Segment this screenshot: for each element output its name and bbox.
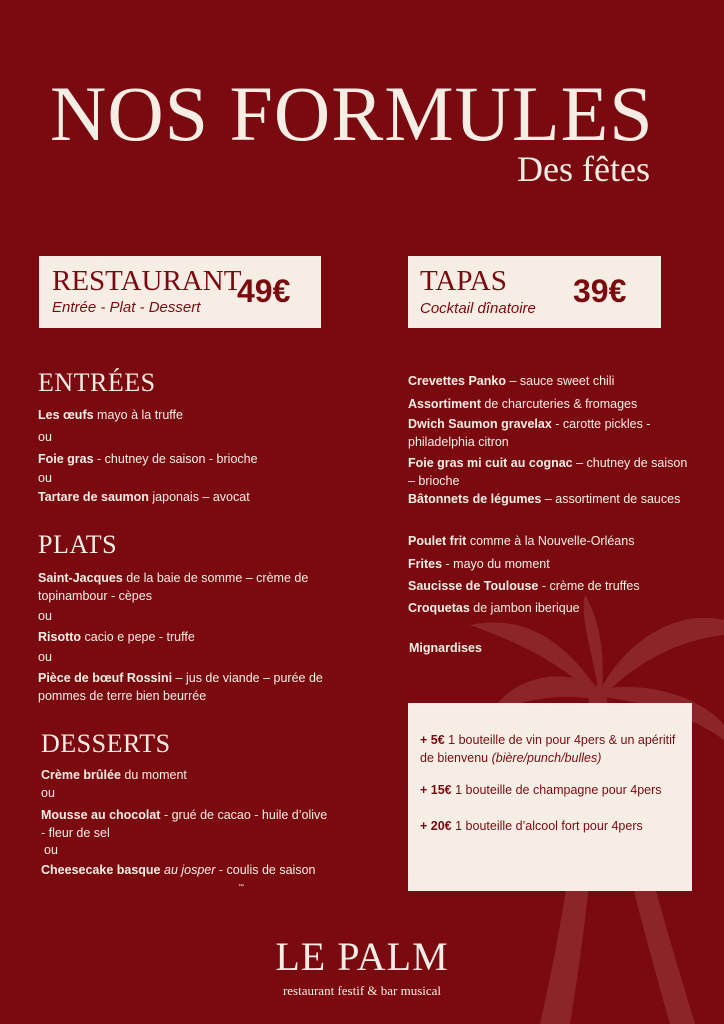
restaurant-price: 49€ — [237, 273, 291, 309]
item-name: Mignardises — [409, 641, 482, 655]
item-name: Tartare de saumon — [38, 490, 149, 504]
or-separator: ou — [41, 786, 55, 800]
item-desc: mayo à la truffe — [93, 408, 183, 422]
menu-item — [41, 766, 341, 784]
menu-item — [41, 861, 351, 879]
tapas-item — [408, 372, 698, 390]
item-desc: du moment — [120, 768, 187, 782]
tapas-item — [408, 415, 698, 451]
item-desc: de jambon iberique — [469, 601, 580, 615]
item-name: Crevettes Panko — [408, 374, 506, 388]
menu-item — [41, 806, 331, 842]
desserts-heading: DESSERTS — [41, 729, 171, 758]
item-desc: – chutney de saison – brioche — [408, 456, 688, 488]
item-desc: - crème de truffes — [538, 579, 640, 593]
extra-option — [420, 731, 686, 767]
item-name: Les œufs — [38, 408, 94, 422]
tapas-item — [409, 639, 699, 657]
item-name: Bâtonnets de légumes — [408, 492, 542, 506]
item-name: Assortiment — [408, 397, 481, 411]
tapas-item — [408, 490, 718, 508]
menu-item — [38, 450, 338, 468]
restaurant-title: RESTAURANT — [52, 265, 242, 297]
page-subtitle: Des fêtes — [517, 149, 650, 189]
restaurant-price-card — [39, 256, 321, 328]
item-desc: - chutney de saison - brioche — [93, 452, 258, 466]
item-name: Foie gras mi cuit au cognac — [408, 456, 573, 470]
tapas-item — [408, 532, 698, 550]
item-name: Saucisse de Toulouse — [408, 579, 539, 593]
extra-text-italic: (bière/punch/bulles) — [491, 751, 602, 765]
tapas-price: 39€ — [573, 273, 627, 309]
extra-text: 1 bouteille d’alcool fort pour 4pers — [451, 819, 643, 833]
item-name: Croquetas — [408, 601, 470, 615]
extra-option — [420, 781, 686, 799]
or-separator: ou — [38, 650, 52, 664]
item-desc-italic: au josper — [160, 863, 216, 877]
item-name: Poulet frit — [408, 534, 467, 548]
menu-item — [38, 488, 338, 506]
item-desc: - grué de cacao - huile d’olive - fleur de sel — [41, 808, 328, 840]
tapas-item — [408, 395, 698, 413]
tapas-title: TAPAS — [420, 265, 507, 297]
restaurant-subtitle: Entrée - Plat - Dessert — [52, 299, 201, 316]
extra-price: + 15€ — [420, 783, 452, 797]
or-separator: ou — [38, 609, 52, 623]
item-name: Frites — [408, 557, 443, 571]
tapas-item — [408, 454, 690, 490]
item-name: Mousse au chocolat — [41, 808, 161, 822]
extra-text: 1 bouteille de vin pour 4pers & un apéritif de bienvenu — [420, 733, 676, 765]
plats-heading: PLATS — [38, 530, 118, 559]
tapas-subtitle: Cocktail dînatoire — [420, 300, 536, 317]
menu-item — [38, 406, 338, 424]
item-name: Saint-Jacques — [38, 571, 123, 585]
tapas-price-card — [408, 256, 661, 328]
item-desc: – assortiment de sauces — [541, 492, 681, 506]
or-separator: ou — [38, 430, 52, 444]
item-desc: japonais – avocat — [148, 490, 250, 504]
item-desc: – jus de viande – purée de pommes de terre bien beurrée — [38, 671, 323, 703]
extra-option — [420, 817, 686, 835]
item-desc: cacio e pepe - truffe — [81, 630, 195, 644]
item-name: Risotto — [38, 630, 82, 644]
item-name: Dwich Saumon gravelax — [408, 417, 552, 431]
extra-price: + 5€ — [420, 733, 445, 747]
item-desc: – sauce sweet chili — [505, 374, 615, 388]
extra-price: + 20€ — [420, 819, 452, 833]
brand-logo: LE PALM — [275, 934, 449, 979]
or-separator: ou — [38, 471, 52, 485]
page-title: NOS FORMULES — [50, 70, 654, 157]
tapas-item — [408, 577, 698, 595]
menu-item — [38, 669, 348, 705]
brand-tagline: restaurant festif & bar musical — [282, 983, 442, 998]
item-desc: de charcuteries & fromages — [480, 397, 638, 411]
item-desc: - coulis de saison — [215, 863, 316, 877]
item-desc: - mayo du moment — [442, 557, 550, 571]
menu-item — [38, 569, 348, 605]
item-name: Pièce de bœuf Rossini — [38, 671, 173, 685]
tapas-item — [408, 555, 698, 573]
entrees-heading: ENTRÉES — [38, 368, 156, 397]
item-desc: de la baie de somme – crème de topinambour - cèpes — [38, 571, 309, 603]
tapas-item — [408, 599, 698, 617]
trademark-mark: ™ — [238, 884, 244, 890]
item-desc: - carotte pickles - philadelphia citron — [408, 417, 651, 449]
item-desc: comme à la Nouvelle-Orléans — [466, 534, 635, 548]
extra-text: 1 bouteille de champagne pour 4pers — [451, 783, 662, 797]
item-name: Crème brûlée — [41, 768, 121, 782]
or-separator: ou — [44, 843, 58, 857]
extras-card — [408, 703, 692, 891]
item-name: Cheesecake basque — [41, 863, 161, 877]
menu-item — [38, 628, 348, 646]
item-name: Foie gras — [38, 452, 94, 466]
